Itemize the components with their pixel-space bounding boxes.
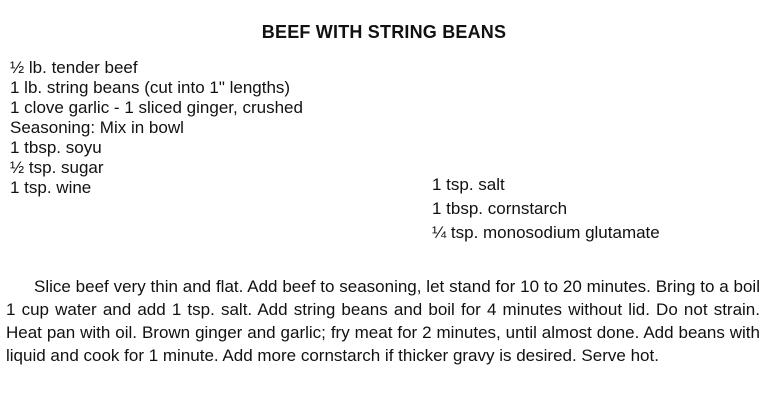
ingredient-line: ¼ tsp. monosodium glutamate <box>432 223 660 242</box>
recipe-instructions: Slice beef very thin and flat. Add beef to seasoning, let stand for 10 to 20 minutes. Bring to a boil 1 cup water and add 1 tsp. salt. Add string beans and boil for 4 minutes without lid. Do not strain. Heat pan with oil. Brown ginger and garlic; fry meat for 2 minutes, until almost done. Add beans with liquid and cook for 1 minute. Add more cornstarch if thicker gravy is desired. Serve hot. <box>6 277 760 365</box>
recipe-title: BEEF WITH STRING BEANS <box>261 22 507 42</box>
ingredient-line: 1 tbsp. cornstarch <box>432 199 568 218</box>
ingredient-line: 1 clove garlic - 1 sliced ginger, crushed <box>10 98 303 117</box>
ingredient-line: 1 tbsp. soyu <box>10 138 102 157</box>
ingredient-line: 1 lb. string beans (cut into 1" lengths) <box>10 78 291 97</box>
ingredient-line: 1 tsp. salt <box>432 175 505 194</box>
seasoning-heading: Seasoning: Mix in bowl <box>10 118 184 137</box>
ingredient-line: ½ lb. tender beef <box>10 58 138 77</box>
ingredient-line: ½ tsp. sugar <box>10 158 104 177</box>
ingredients-left-column <box>10 58 303 198</box>
ingredient-line: 1 tsp. wine <box>10 178 92 197</box>
ingredients-right-column <box>432 173 660 245</box>
